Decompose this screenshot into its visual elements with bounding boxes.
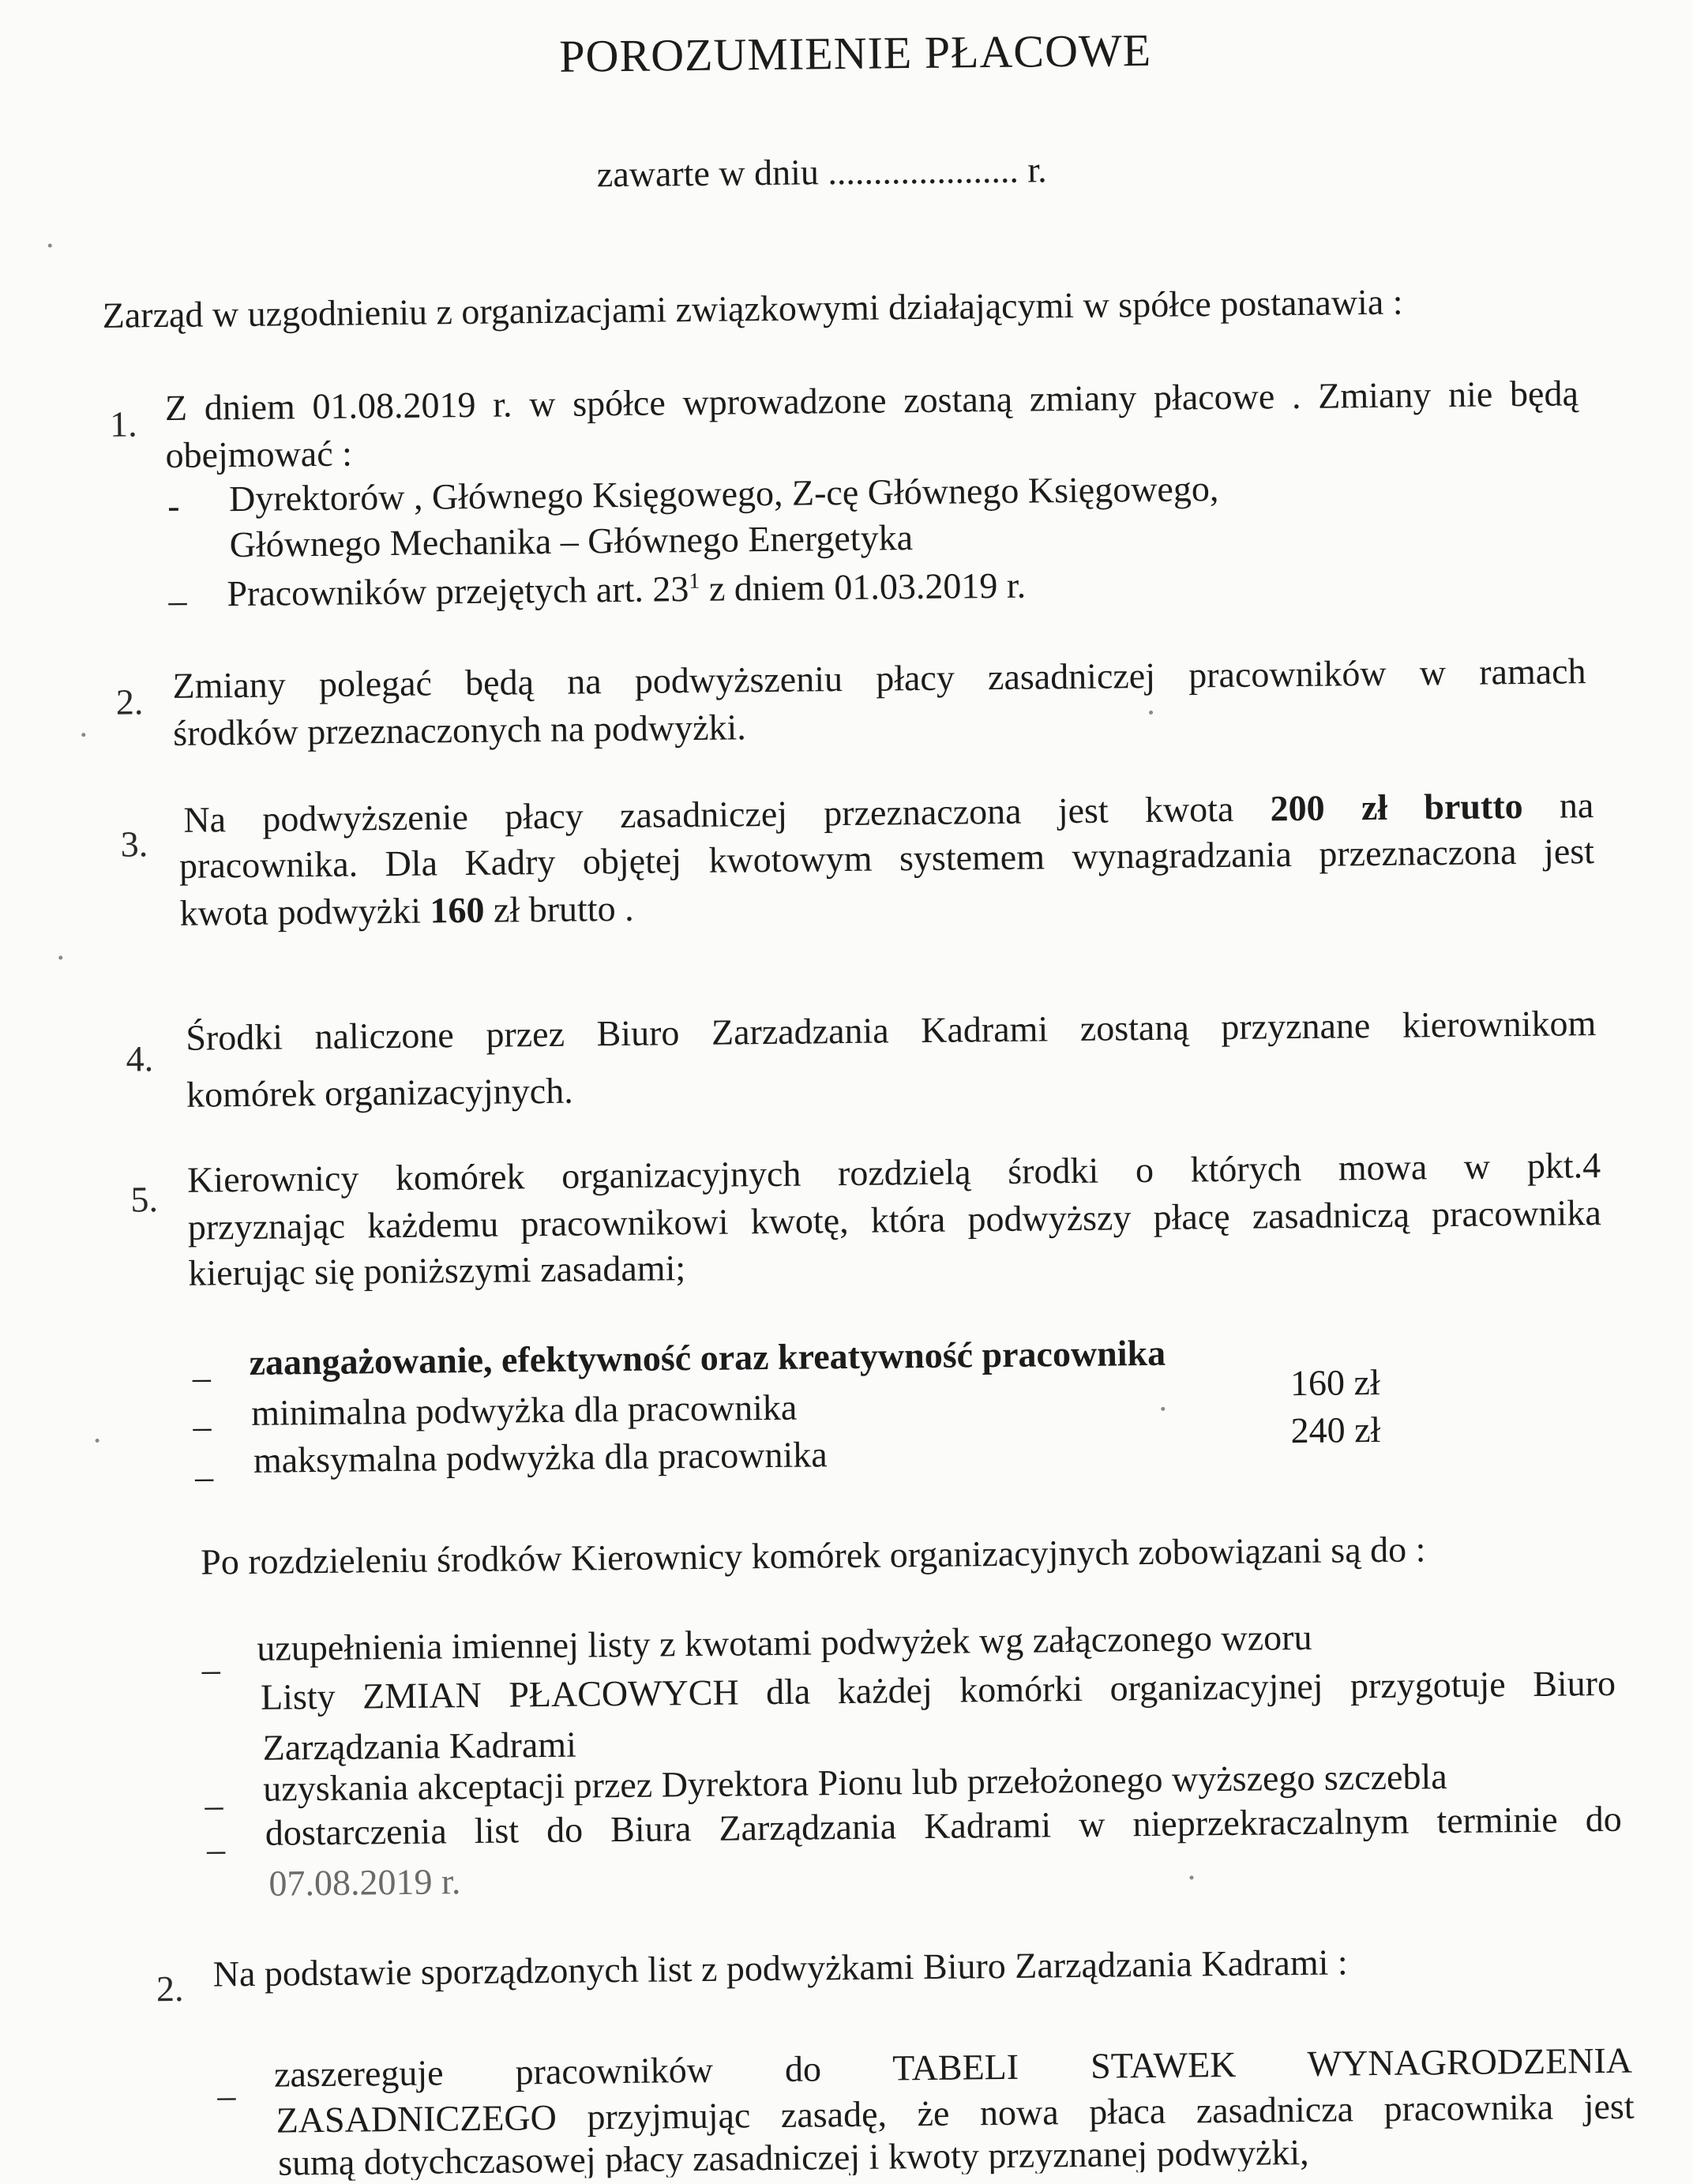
- paragraph-5-line-3: kierując się poniższymi zasadami;: [188, 1248, 686, 1293]
- paragraph-4-line-2: komórek organizacyjnych.: [186, 1070, 573, 1115]
- rule-minimum-raise-amount: 160 zł: [1289, 1361, 1380, 1404]
- paragraph-1-line-2: obejmować :: [165, 433, 353, 475]
- scan-speck: [1189, 1875, 1193, 1879]
- scan-speck: [1161, 1407, 1165, 1411]
- paragraph-6-bullet-1-line-2: ZASADNICZEGO przyjmując zasadę, że nowa płaca zasadnicza pracownika jest: [276, 2085, 1635, 2141]
- bullet-dash: –: [217, 2075, 236, 2116]
- paragraph-6-bullet-1-line-1: zaszereguje pracowników do TABELI STAWEK WYNAGRODZENIA: [273, 2040, 1633, 2095]
- paragraph-3-number: 3.: [120, 824, 148, 865]
- paragraph-5-after-text: Po rozdzieleniu środków Kierownicy komórek organizacyjnych zobowiązani są do :: [200, 1529, 1426, 1582]
- duty-1-line-2: Listy ZMIAN PŁACOWYCH dla każdej komórki organizacyjnej przygotuje Biuro: [260, 1662, 1616, 1717]
- paragraph-1-bullet-2: Pracowników przejętych art. $23^1$ z dniem 01.03.2019 r.: [227, 565, 1027, 614]
- paragraph-2-line-2: środków przeznaczonych na podwyżki.: [172, 707, 746, 753]
- document-date-line: zawarte w dniu ..................... r.: [596, 149, 1047, 195]
- bullet-dash: –: [193, 1405, 212, 1447]
- paragraph-2-line-1: Zmiany polegać będą na podwyższeniu płacy zasadniczej pracowników w ramach: [172, 651, 1586, 706]
- paragraph-5-line-2: przyznając każdemu pracownikowi kwotę, która podwyższy płacę zasadniczą pracownika: [187, 1192, 1601, 1248]
- paragraph-1-bullet-1-line-1: Dyrektorów , Głównego Księgowego, Z-cę Głównego Księgowego,: [228, 468, 1219, 520]
- paragraph-3-line-1: Na podwyższenie płacy zasadniczej przeznaczona jest kwota 200 zł brutto na: [183, 785, 1594, 840]
- scan-speck: [48, 243, 52, 247]
- scan-speck: [1149, 711, 1153, 715]
- scan-speck: [58, 955, 62, 959]
- rule-maximum-raise: maksymalna podwyżka dla pracownika: [253, 1434, 828, 1480]
- paragraph-6-bullet-1-line-3: sumą dotychczasowej płacy zasadniczej i kwoty przyznanej podwyżki,: [277, 2131, 1309, 2183]
- duty-2: uzyskania akceptacji przez Dyrektora Pionu lub przełożonego wyższego szczebla: [262, 1756, 1447, 1809]
- scan-speck: [81, 733, 85, 737]
- rule-maximum-raise-amount: 240 zł: [1290, 1409, 1381, 1451]
- rule-engagement: zaangażowanie, efektywność oraz kreatywność pracownika: [249, 1332, 1166, 1383]
- paragraph-1-bullet-1-line-2: Głównego Mechanika – Głównego Energetyka: [229, 517, 914, 565]
- bullet-dash: –: [206, 1829, 226, 1870]
- paragraph-1-number: 1.: [109, 403, 137, 445]
- paragraph-5-line-1: Kierownicy komórek organizacyjnych rozdzielą środki o których mowa w pkt.4: [186, 1145, 1601, 1200]
- bullet-dash: -: [167, 485, 180, 526]
- paragraph-4-line-1: Środki naliczone przez Biuro Zarzadzania Kadrami zostaną przyznane kierownikom: [186, 1003, 1597, 1058]
- paragraph-4-number: 4.: [126, 1038, 154, 1079]
- duty-3-line-1: dostarczenia list do Biura Zarządzania Kadrami w nieprzekraczalnym terminie do: [265, 1798, 1623, 1853]
- scan-speck: [96, 1439, 99, 1443]
- bullet-dash: –: [192, 1357, 212, 1398]
- duty-1-line-1: uzupełnienia imiennej listy z kwotami podwyżek wg załączonego wzoru: [257, 1616, 1312, 1668]
- paragraph-6-line-1: Na podstawie sporządzonych list z podwyżkami Biuro Zarządzania Kadrami :: [212, 1942, 1348, 1994]
- bullet-dash: –: [168, 580, 187, 621]
- bullet-dash: –: [205, 1784, 223, 1826]
- paragraph-3-line-3: kwota podwyżki 160 zł brutto .: [179, 887, 634, 933]
- paragraph-5-number: 5.: [130, 1179, 159, 1220]
- bullet-dash: –: [201, 1649, 220, 1690]
- paragraph-1-line-1: Z dniem 01.08.2019 r. w spółce wprowadzone zostaną zmiany płacowe . Zmiany nie będą: [164, 373, 1579, 428]
- bullet-dash: –: [194, 1456, 214, 1497]
- paragraph-2-number: 2.: [115, 681, 144, 722]
- paragraph-6-number: 2.: [156, 1968, 184, 2010]
- document-title: POROZUMIENIE PŁACOWE: [558, 24, 1152, 82]
- intro-text: Zarząd w uzgodnieniu z organizacjami związkowymi działającymi w spółce postanawia :: [102, 281, 1403, 336]
- rule-minimum-raise: minimalna podwyżka dla pracownika: [251, 1387, 798, 1433]
- duty-1-line-3: Zarządzania Kadrami: [262, 1724, 577, 1768]
- duty-3-line-2: 07.08.2019 r.: [268, 1861, 461, 1904]
- paragraph-3-line-2: pracownika. Dla Kadry objętej kwotowym systemem wynagradzania przeznaczona jest: [178, 831, 1595, 886]
